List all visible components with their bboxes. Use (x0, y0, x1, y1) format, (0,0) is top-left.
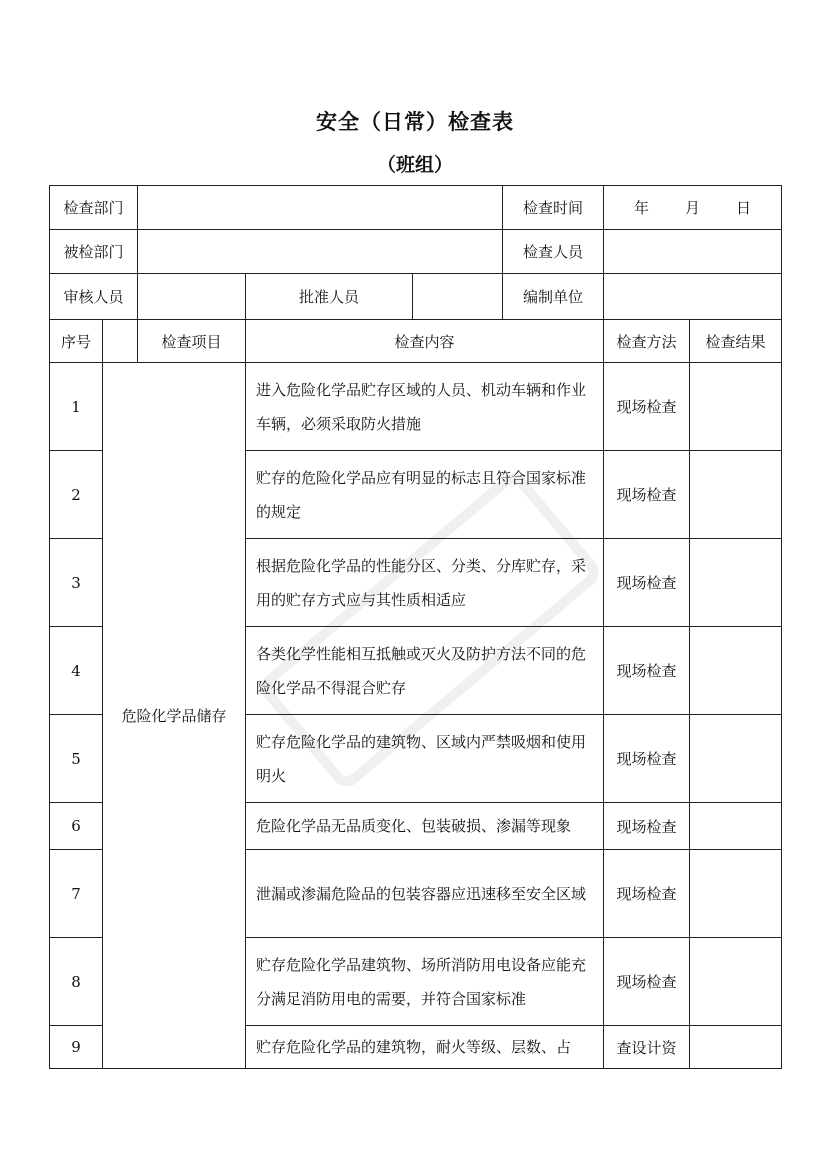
row-seq: 4 (50, 627, 103, 715)
time-label: 检查时间 (503, 186, 604, 230)
inspector-label: 检查人员 (503, 230, 604, 274)
row-method: 现场检查 (604, 363, 690, 451)
header-row-review (50, 274, 782, 320)
row-result-cell[interactable] (690, 1026, 782, 1069)
reviewer-label: 审核人员 (50, 274, 138, 320)
row-result-cell[interactable] (690, 539, 782, 627)
row-seq: 5 (50, 715, 103, 803)
row-content: 进入危险化学品贮存区域的人员、机动车辆和作业车辆，必须采取防火措施 (246, 363, 604, 451)
row-method: 现场检查 (604, 938, 690, 1026)
col-content-header: 检查内容 (246, 320, 604, 363)
approver-value-cell[interactable] (413, 274, 503, 320)
approver-label: 批准人员 (246, 274, 413, 320)
row-method: 现场检查 (604, 803, 690, 850)
row-content: 根据危险化学品的性能分区、分类、分库贮存，采用的贮存方式应与其性质相适应 (246, 539, 604, 627)
col-seq-header: 序号 (50, 320, 103, 363)
row-method: 现场检查 (604, 451, 690, 539)
row-content: 贮存危险化学品建筑物、场所消防用电设备应能充分满足消防用电的需要，并符合国家标准 (246, 938, 604, 1026)
compiler-label: 编制单位 (503, 274, 604, 320)
header-row-dept (50, 186, 782, 230)
row-seq: 2 (50, 451, 103, 539)
inspected-dept-value-cell[interactable] (138, 230, 503, 274)
col-blank-header (103, 320, 138, 363)
inspector-value-cell[interactable] (604, 230, 782, 274)
row-result-cell[interactable] (690, 850, 782, 938)
row-method: 现场检查 (604, 715, 690, 803)
row-result-cell[interactable] (690, 451, 782, 539)
col-item-header: 检查项目 (138, 320, 246, 363)
date-year: 年 (634, 199, 650, 217)
row-content: 各类化学性能相互抵触或灭火及防护方法不同的危险化学品不得混合贮存 (246, 627, 604, 715)
row-method: 现场检查 (604, 627, 690, 715)
header-row-inspected (50, 230, 782, 274)
document-subtitle: （班组） (376, 154, 453, 176)
row-result-cell[interactable] (690, 938, 782, 1026)
row-seq: 9 (50, 1026, 103, 1069)
row-seq: 6 (50, 803, 103, 850)
reviewer-value-cell[interactable] (138, 274, 246, 320)
compiler-value-cell[interactable] (604, 274, 782, 320)
row-content: 泄漏或渗漏危险品的包装容器应迅速移至安全区域 (246, 850, 604, 938)
row-method: 现场检查 (604, 850, 690, 938)
row-result-cell[interactable] (690, 803, 782, 850)
date-month: 月 (685, 199, 701, 217)
col-result-header: 检查结果 (690, 320, 782, 363)
document-title: 安全（日常）检查表 (316, 110, 514, 134)
row-content: 贮存危险化学品的建筑物，耐火等级、层数、占 (246, 1026, 604, 1069)
row-result-cell[interactable] (690, 715, 782, 803)
date-day: 日 (736, 199, 752, 217)
row-result-cell[interactable] (690, 363, 782, 451)
inspected-dept-label: 被检部门 (50, 230, 138, 274)
dept-label: 检查部门 (50, 186, 138, 230)
inspection-table (49, 185, 782, 1069)
row-content: 贮存危险化学品的建筑物、区域内严禁吸烟和使用明火 (246, 715, 604, 803)
dept-value-cell[interactable] (138, 186, 503, 230)
row-content: 危险化学品无品质变化、包装破损、渗漏等现象 (246, 803, 604, 850)
row-seq: 3 (50, 539, 103, 627)
row-seq: 8 (50, 938, 103, 1026)
table-row (50, 363, 782, 451)
date-cell[interactable] (604, 186, 782, 230)
category-cell: 危险化学品储存 (103, 363, 246, 1069)
row-result-cell[interactable] (690, 627, 782, 715)
row-seq: 7 (50, 850, 103, 938)
row-content: 贮存的危险化学品应有明显的标志且符合国家标准的规定 (246, 451, 604, 539)
row-method: 现场检查 (604, 539, 690, 627)
col-method-header: 检查方法 (604, 320, 690, 363)
row-seq: 1 (50, 363, 103, 451)
row-method: 查设计资 (604, 1026, 690, 1069)
column-header-row (50, 320, 782, 363)
